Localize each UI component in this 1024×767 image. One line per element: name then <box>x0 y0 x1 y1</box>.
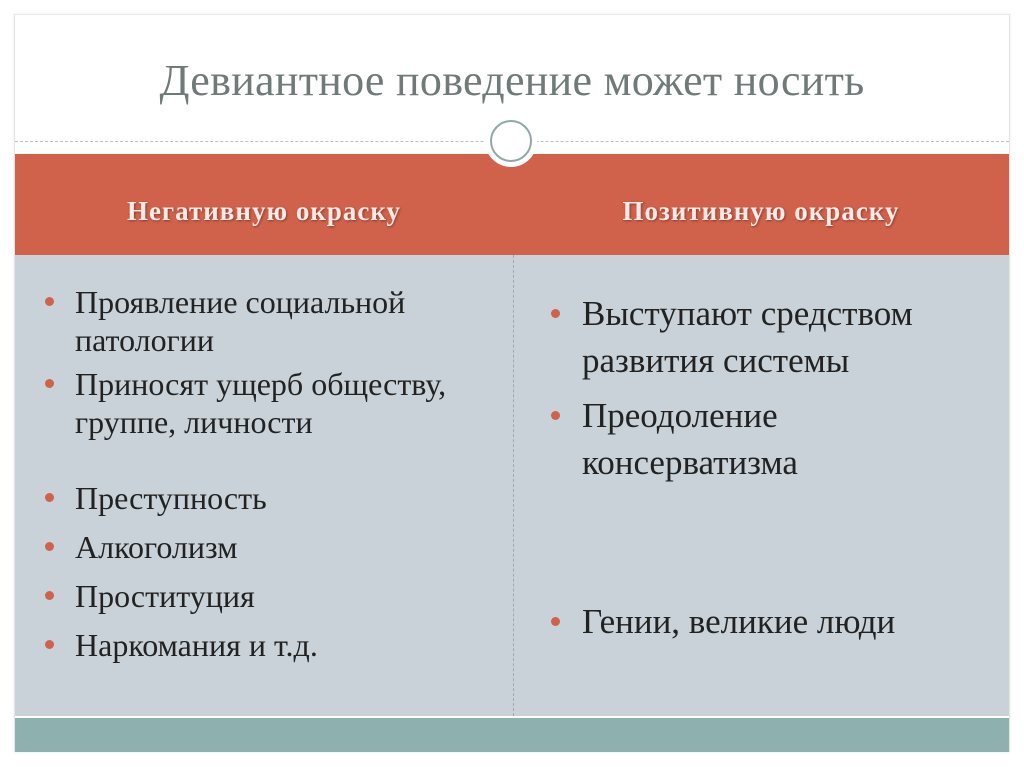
bullet-dot-icon <box>45 542 54 551</box>
list-item-text: Гении, великие люди <box>582 602 896 641</box>
bullet-dot-icon <box>45 591 54 600</box>
list-item-text: Наркомания и т.д. <box>75 627 318 663</box>
bullet-dot-icon <box>551 411 560 420</box>
slide-title: Девиантное поведение может носить <box>159 56 865 105</box>
positive-list <box>551 290 991 645</box>
list-item <box>45 479 495 517</box>
bullet-dot-icon <box>45 297 54 306</box>
list-item-text: Преодоление консерватизма <box>582 396 798 482</box>
list-item <box>551 598 991 645</box>
column-divider <box>513 255 514 716</box>
footer-band <box>15 718 1009 752</box>
list-item <box>45 626 495 664</box>
bullet-dot-icon <box>45 379 54 388</box>
list-item <box>45 283 495 359</box>
negative-list <box>45 283 495 664</box>
ring-icon <box>485 115 537 167</box>
bullet-dot-icon <box>45 493 54 502</box>
column-heading-positive: Позитивную окраску <box>622 196 900 226</box>
list-item <box>551 290 991 384</box>
list-item <box>551 392 991 486</box>
bullet-dot-icon <box>551 309 560 318</box>
table-body <box>15 255 1009 716</box>
list-item-text: Проституция <box>75 578 255 614</box>
list-item-text: Приносят ущерб обществу, группе, личности <box>75 366 447 440</box>
list-item-text: Проявление социальной патологии <box>75 284 406 358</box>
bullet-dot-icon <box>551 617 560 626</box>
list-item <box>45 577 495 615</box>
table-header <box>15 154 1009 255</box>
slide <box>14 14 1010 752</box>
list-item-text: Преступность <box>75 480 267 516</box>
list-item-text: Выступают средством развития системы <box>582 294 913 380</box>
column-heading-negative: Негативную окраску <box>126 196 402 226</box>
bullet-dot-icon <box>45 640 54 649</box>
list-item-text: Алкоголизм <box>75 529 238 565</box>
list-item <box>45 528 495 566</box>
list-item <box>45 365 495 441</box>
